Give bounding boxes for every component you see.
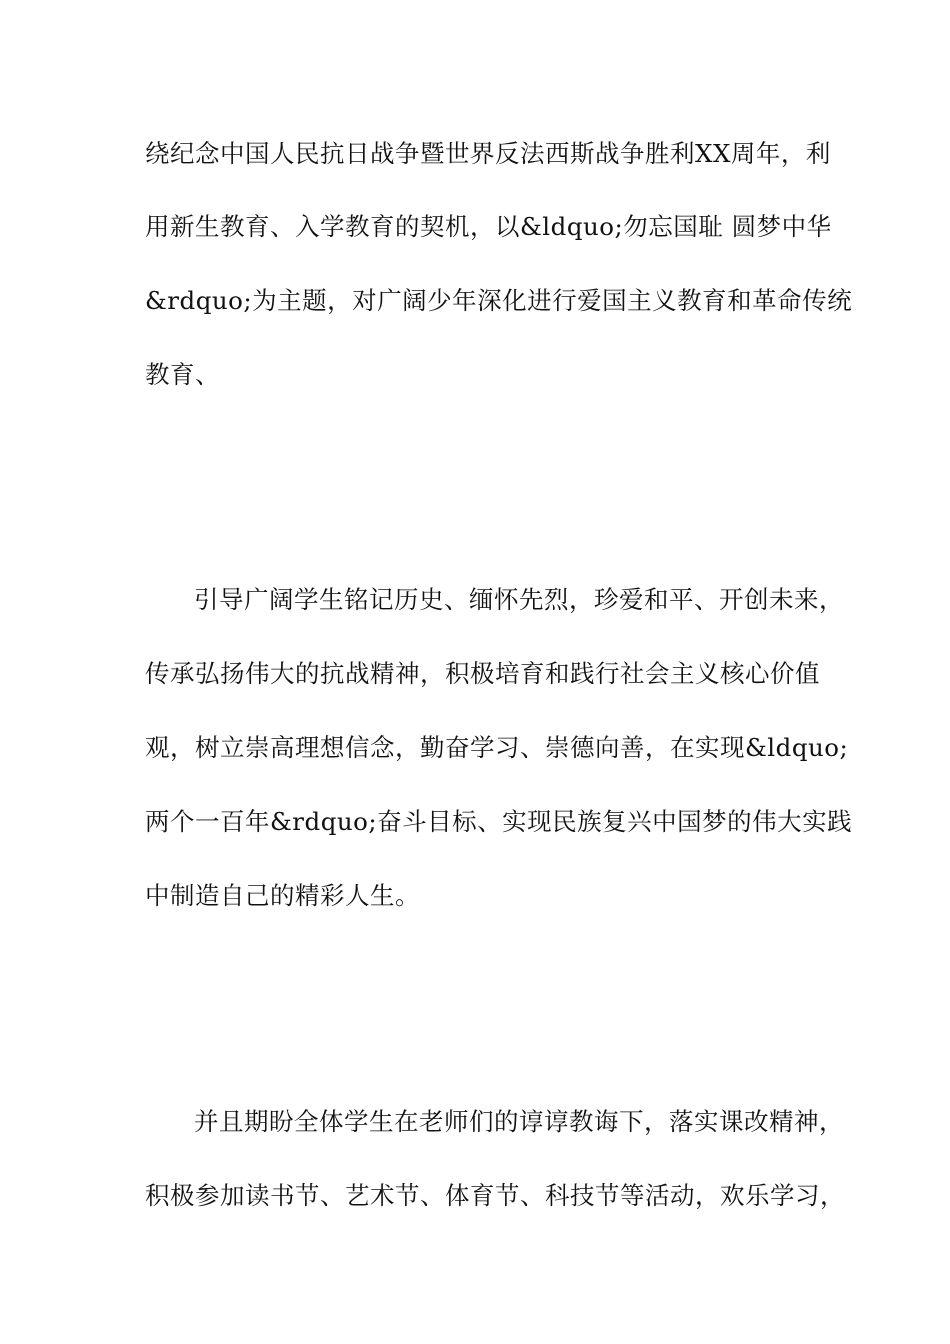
paragraph-2-line-5: 中制造自己的精彩人生。 — [145, 881, 420, 910]
paragraph-1-line-1: 绕纪念中国人民抗日战争暨世界反法西斯战争胜利XX周年，利 — [145, 139, 831, 168]
paragraph-2-line-3: 观，树立崇高理想信念，勤奋学习、崇德向善，在实现&ldquo; — [145, 733, 849, 762]
paragraph-3-line-1: 并且期盼全体学生在老师们的谆谆教诲下，落实课改精神， — [194, 1107, 844, 1136]
paragraph-2-line-1: 引导广阔学生铭记历史、缅怀先烈，珍爱和平、开创未来， — [194, 585, 844, 614]
paragraph-2-line-2: 传承弘扬伟大的抗战精神，积极培育和践行社会主义核心价值 — [145, 659, 820, 688]
paragraph-2-line-4: 两个一百年&rdquo;奋斗目标、实现民族复兴中国梦的伟大实践 — [145, 807, 853, 836]
paragraph-1-line-2: 用新生教育、入学教育的契机，以&ldquo;勿忘国耻 圆梦中华 — [145, 212, 832, 241]
paragraph-3-line-2: 积极参加读书节、艺术节、体育节、科技节等活动，欢乐学习， — [145, 1181, 845, 1210]
paragraph-1-line-3: &rdquo;为主题，对广阔少年深化进行爱国主义教育和革命传统 — [145, 286, 853, 315]
paragraph-1-line-4: 教育、 — [145, 360, 220, 389]
